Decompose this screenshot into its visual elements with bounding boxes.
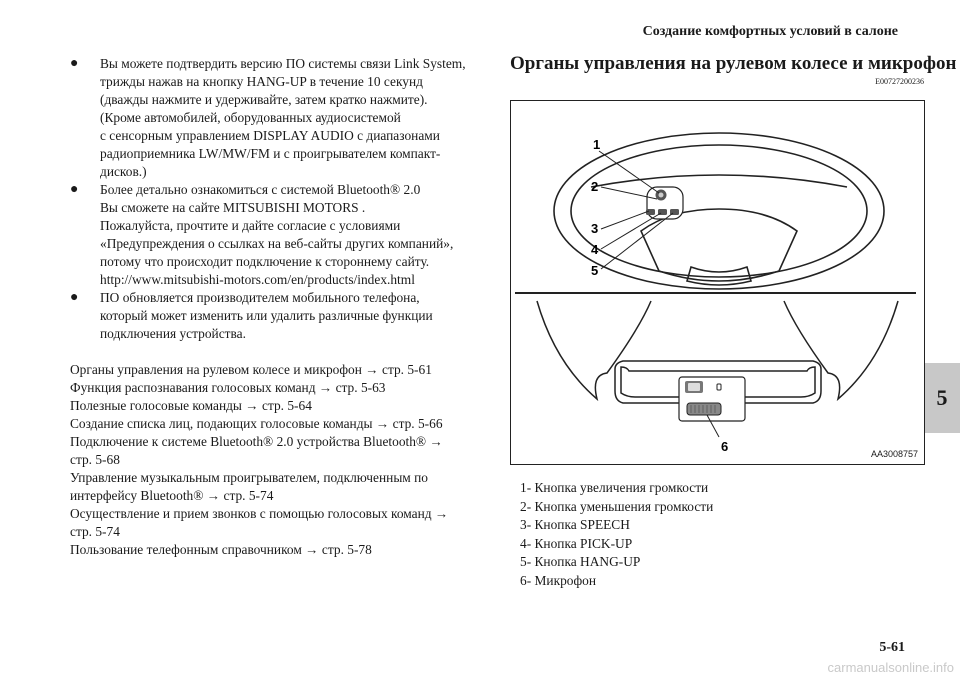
legend-item: 4- Кнопка PICK-UP — [520, 535, 633, 551]
section-tab: 5 — [924, 363, 960, 433]
watermark: carmanualsonline.info — [827, 660, 954, 675]
figure-code: AA3008757 — [870, 449, 918, 459]
reference-line: Управление музыкальным проигрывателем, подключенным по — [70, 470, 428, 485]
reference-line: интерфейсу Bluetooth® → стр. 5-74 — [70, 488, 274, 503]
section-title: Органы управления на рулевом колесе и микрофон — [510, 53, 957, 74]
bullet-dot-icon: ● — [70, 182, 79, 197]
legend-item: 2- Кнопка уменьшения громкости — [520, 498, 714, 514]
legend-item: 3- Кнопка SPEECH — [520, 517, 630, 532]
section-heading-block — [510, 52, 957, 86]
legend-item: 6- Микрофон — [520, 572, 597, 588]
section-code: E00727200236 — [875, 77, 924, 86]
microphone-icon — [687, 403, 721, 415]
website-link[interactable]: http://www.mitsubishi-motors.com/en/products/index.html — [100, 272, 415, 287]
bullet-text: Более детально ознакомиться с системой Bluetooth® 2.0 Вы сможете на сайте MITSUBISHI MOTORS . Пожалуйста, прочтите и дайте согласие с условиями «Предупреждения о ссылках на веб-сайты других компаний», потому что происходит подключение к стороннему сайту. http://www.mitsubishi-motors.com/en/products/index.html — [100, 181, 480, 289]
page-header: Создание комфортных условий в салоне — [642, 24, 898, 39]
reference-line: стр. 5-74 — [70, 524, 120, 539]
steering-wheel-figure — [510, 100, 925, 465]
reference-line: Полезные голосовые команды → стр. 5-64 — [70, 398, 312, 413]
bullet-dot-icon: ● — [70, 290, 79, 305]
callout-3: 3 — [591, 221, 599, 236]
bullet-text: Вы можете подтвердить версию ПО системы связи Link System, трижды нажав на кнопку HANG-UP в течение 10 секунд (дважды нажмите и удерживайте, затем кратко нажмите). (Кроме автомобилей, оборудованных аудиосистемой с сенсорным управлением DISPLAY AUDIO с диапазонами радиоприемника LW/MW/FM и с проигрывателем компакт- дисков.) — [100, 56, 466, 179]
reference-line: Пользование телефонным справочником → стр. 5-78 — [70, 542, 372, 557]
callout-2: 2 — [591, 179, 599, 194]
bullet-item — [70, 289, 480, 343]
steering-wheel-illustration — [511, 101, 924, 464]
page-number: 5-61 — [879, 640, 905, 655]
bullet-item — [70, 181, 480, 289]
legend-item: 1- Кнопка увеличения громкости — [520, 480, 709, 495]
callout-6: 6 — [721, 439, 729, 454]
reference-line: стр. 5-68 — [70, 452, 120, 467]
callout-4: 4 — [591, 242, 599, 257]
reference-line: Функция распознавания голосовых команд → стр. 5-63 — [70, 380, 386, 395]
callout-1: 1 — [593, 137, 601, 152]
notes-column — [70, 55, 480, 559]
bullet-item — [70, 55, 480, 181]
reference-line: Органы управления на рулевом колесе и микрофон → стр. 5-61 — [70, 362, 432, 377]
steering-switch-pad-icon — [646, 187, 683, 219]
callout-5: 5 — [591, 263, 599, 278]
reference-line: Осуществление и прием звонков с помощью голосовых команд → — [70, 506, 449, 521]
figure-legend — [520, 479, 713, 590]
bullet-dot-icon: ● — [70, 56, 79, 71]
reference-line: Создание списка лиц, подающих голосовые команды → стр. 5-66 — [70, 416, 443, 431]
legend-item: 5- Кнопка HANG-UP — [520, 554, 641, 569]
cross-references — [70, 361, 480, 559]
steering-wheel-icon — [554, 133, 884, 289]
reference-line: Подключение к системе Bluetooth® 2.0 устройства Bluetooth® → — [70, 434, 443, 449]
bullet-text: ПО обновляется производителем мобильного телефона, который может изменить или удалить различные функции подключения устройства. — [100, 290, 433, 341]
